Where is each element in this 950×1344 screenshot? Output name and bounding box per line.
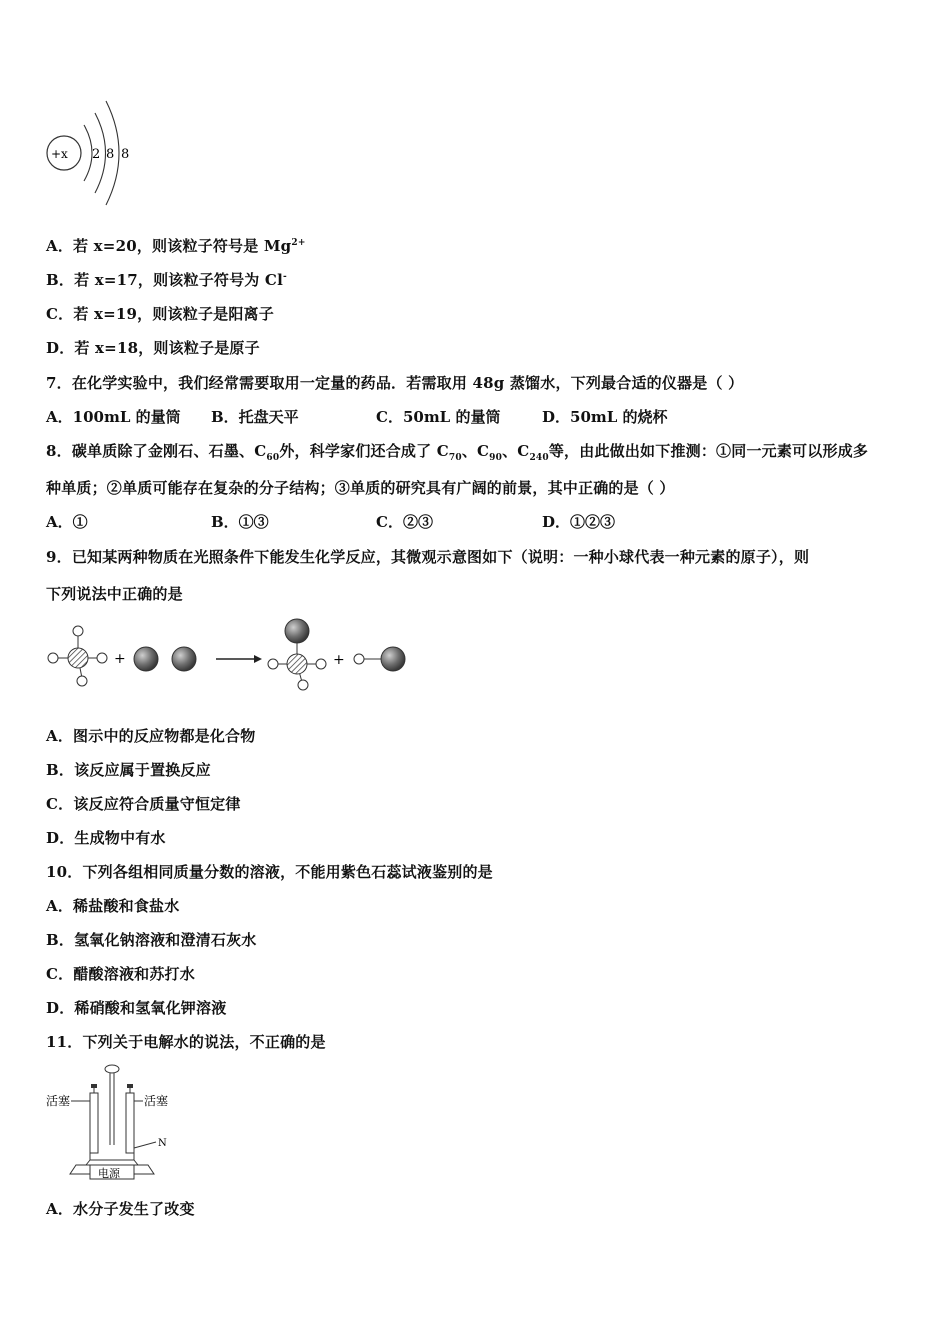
q9-option-d: D．生成物中有水: [46, 829, 166, 847]
shell-electrons-3: 8: [121, 147, 130, 162]
superscript-charge: -: [282, 272, 287, 282]
q8-stem-line1: [46, 441, 868, 461]
nucleus-charge: +x: [51, 147, 68, 161]
q8-stem-line2: 种单质；②单质可能存在复杂的分子结构；③单质的研究具有广阔的前景，其中正确的是（ ）: [46, 479, 675, 497]
q6-option-c: [46, 304, 274, 324]
subscript: 60: [266, 453, 280, 463]
product-molecule-1: [268, 619, 326, 690]
subscript: 90: [489, 453, 503, 463]
option-text: 若 x=18，则该粒子是原子: [74, 339, 260, 357]
q8-stem-part: 外，科学家们还合成了 C: [279, 442, 449, 460]
q8-option-c: C．②③: [376, 513, 433, 531]
q8-stem-part: 、C: [502, 442, 530, 460]
stopcock-label-left: 活塞: [46, 1094, 71, 1108]
reaction-arrow: [216, 655, 262, 663]
q7-option-a: A．100mL 的量筒: [46, 408, 181, 426]
shell-arc-1: [84, 125, 92, 181]
q9-option-c: C．该反应符合质量守恒定律: [46, 795, 241, 813]
option-label: C．: [46, 305, 74, 323]
q10-option-a: A．稀盐酸和食盐水: [46, 897, 180, 915]
q8-stem-part: 8．碳单质除了金刚石、石墨、C: [46, 442, 267, 460]
stopcock-label-right: 活塞: [144, 1094, 169, 1108]
option-text: 若 x=19，则该粒子是阳离子: [73, 305, 274, 323]
q10-option-c: C．醋酸溶液和苏打水: [46, 965, 195, 983]
shell-electrons-1: 2: [92, 147, 101, 162]
q7-option-b: B．托盘天平: [211, 408, 299, 426]
q7-option-c: C．50mL 的量筒: [376, 408, 501, 426]
q7-stem: 7．在化学实验中，我们经常需要取用一定量的药品．若需取用 48g 蒸馏水，下列最合适的仪器是（ ）: [46, 374, 744, 392]
q9-option-b: B．该反应属于置换反应: [46, 761, 211, 779]
shell-electrons-2: 8: [106, 147, 115, 162]
reactant-molecule-1: [48, 626, 107, 686]
q9-option-a: A．图示中的反应物都是化合物: [46, 727, 256, 745]
subscript: 240: [529, 453, 549, 463]
q8-option-d: D．①②③: [542, 513, 616, 531]
q10-option-b: B．氢氧化钠溶液和澄清石灰水: [46, 931, 257, 949]
q11-option-a: A．水分子发生了改变: [46, 1200, 195, 1218]
product-molecule-2: [354, 647, 405, 671]
q9-stem-line2: 下列说法中正确的是: [46, 585, 183, 603]
q8-stem-part: 等，由此做出如下推测：①同一元素可以形成多: [548, 442, 869, 460]
option-label: A．: [46, 237, 74, 255]
reaction-diagram: [40, 612, 420, 694]
q7-option-d: D．50mL 的烧杯: [542, 408, 668, 426]
plus-sign: +: [114, 651, 126, 667]
option-text: 若 x=17，则该粒子符号为 Cl: [74, 271, 283, 289]
option-label: B．: [46, 271, 75, 289]
q8-option-a: A．①: [46, 513, 88, 531]
atom-structure-diagram: [40, 95, 140, 210]
option-label: D．: [46, 339, 75, 357]
superscript-charge: 2+: [291, 238, 306, 248]
option-text: 若 x=20，则该粒子符号是 Mg: [73, 237, 292, 255]
q6-option-d: [46, 338, 260, 358]
electrolysis-apparatus-diagram: [40, 1060, 190, 1185]
subscript: 70: [448, 453, 462, 463]
power-supply-label: 电源: [98, 1167, 120, 1180]
electrode-label-n: N: [158, 1138, 167, 1149]
q6-option-b: [46, 270, 287, 290]
q10-option-d: D．稀硝酸和氢氧化钾溶液: [46, 999, 227, 1017]
q11-stem: 11．下列关于电解水的说法，不正确的是: [46, 1033, 326, 1051]
plus-sign: +: [333, 652, 345, 668]
q8-option-b: B．①③: [211, 513, 269, 531]
q9-stem-line1: 9．已知某两种物质在光照条件下能发生化学反应，其微观示意图如下（说明：一种小球代表一种元素的原子），则: [46, 548, 810, 566]
reactant-molecule-2: [134, 647, 196, 671]
q10-stem: 10．下列各组相同质量分数的溶液，不能用紫色石蕊试液鉴别的是: [46, 863, 493, 881]
q6-option-a: [46, 236, 306, 256]
q8-stem-part: 、C: [461, 442, 490, 460]
